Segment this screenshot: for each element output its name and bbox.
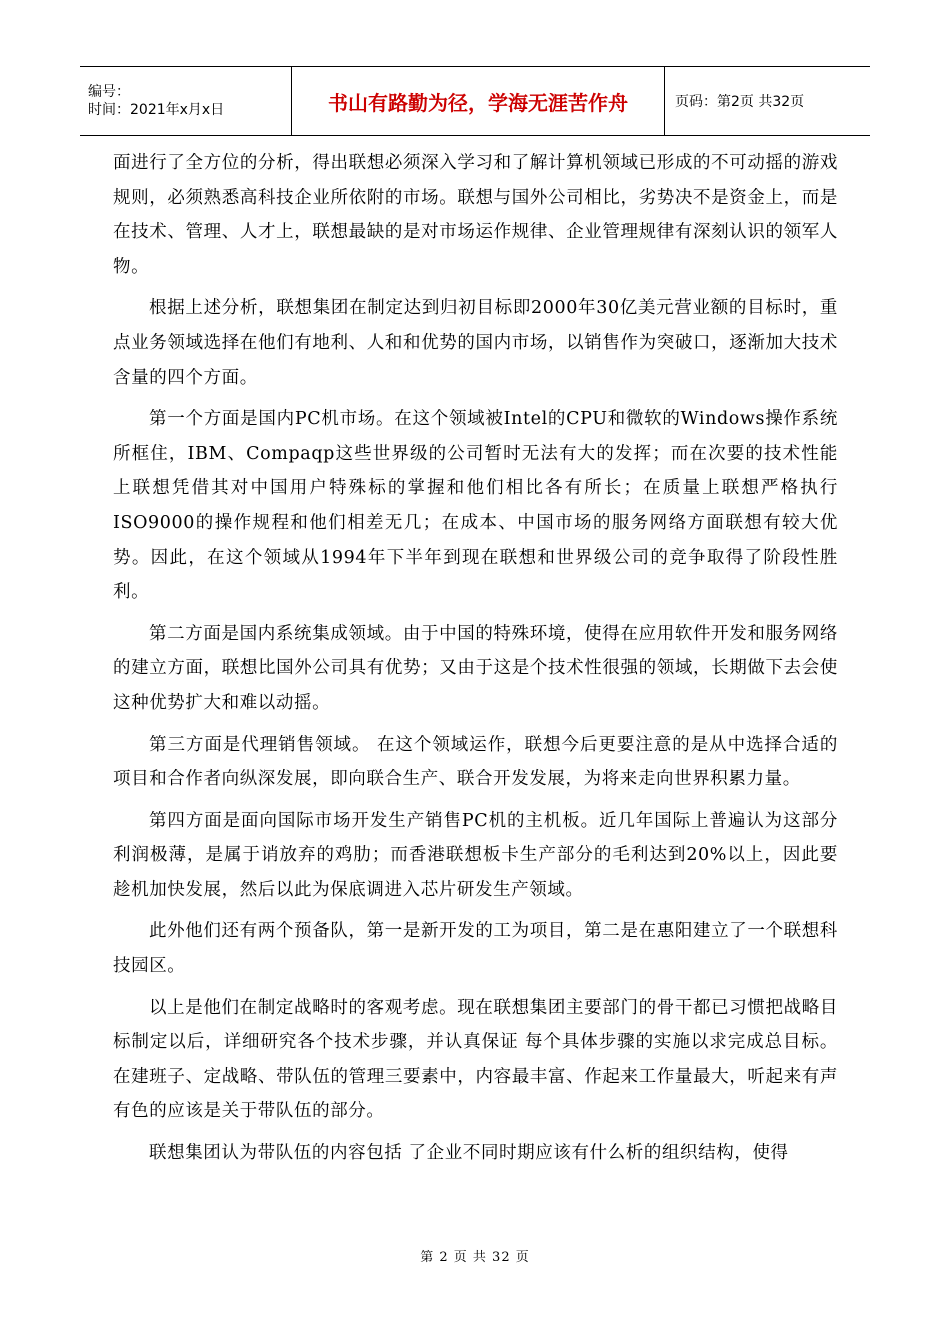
header-page-info: 页码：第2页 共32页 bbox=[665, 67, 871, 136]
paragraph: 第一个方面是国内PC机市场。在这个领域被Intel的CPU和微软的Windows操作系统所框住，IBM、Compaqp这些世界级的公司暂时无法有大的发挥；而在次要的技术性能上联想凭借其对中国用户特殊标的掌握和他们相比各有所长；在质量上联想严格执行ISO9000的操作规程和他们相差无几；在成本、中国市场的服务网络方面联想有较大优势。因此，在这个领域从1994年下半年到现在联想和世界级公司的竞争取得了阶段性胜利。 bbox=[113, 409, 838, 603]
header-motto: 书山有路勤为径，学海无涯苦作舟 bbox=[292, 67, 665, 136]
document-body bbox=[113, 146, 838, 1178]
paragraph: 第二方面是国内系统集成领域。由于中国的特殊环境，使得在应用软件开发和服务网络的建立方面，联想比国外公司具有优势；又由于这是个技术性很强的领域，长期做下去会使这种优势扩大和难以动摇。 bbox=[113, 623, 838, 713]
paragraph-continuation: 面进行了全方位的分析，得出联想必须深入学习和了解计算机领域已形成的不可动摇的游戏规则，必须熟悉高科技企业所依附的市场。联想与国外公司相比，劣势决不是资金上，而是在技术、管理、人才上，联想最缺的是对市场运作规律、企业管理规律有深刻认识的领军人物。 bbox=[113, 153, 838, 277]
document-date-label: 时间：2021年x月x日 bbox=[88, 102, 225, 118]
paragraph: 第四方面是面向国际市场开发生产销售PC机的主机板。近几年国际上普遍认为这部分利润极薄，是属于诮放弃的鸡肋；而香港联想板卡生产部分的毛利达到20%以上，因此要趁机加快发展，然后以此为保底调进入芯片研发生产领域。 bbox=[113, 810, 838, 900]
paragraph: 此外他们还有两个预备队，第一是新开发的工为项目，第二是在惠阳建立了一个联想科技园区。 bbox=[113, 921, 838, 977]
page-header bbox=[80, 66, 870, 136]
paragraph: 联想集团认为带队伍的内容包括 了企业不同时期应该有什么析的组织结构，使得 bbox=[149, 1143, 789, 1164]
paragraph: 以上是他们在制定战略时的客观考虑。现在联想集团主要部门的骨干都已习惯把战略目标制定以后，详细研究各个技术步骤，并认真保证 每个具体步骤的实施以求完成总目标。 在建班子、定战略、带队伍的管理三要素中，内容最丰富、作起来工作量最大，听起来有声有色的应该是关于带队伍的部分。 bbox=[113, 997, 838, 1122]
document-number-label: 编号： bbox=[88, 84, 130, 100]
header-meta bbox=[80, 67, 292, 136]
paragraph: 根据上述分析，联想集团在制定达到归初目标即2000年30亿美元营业额的目标时，重点业务领域选择在他们有地利、人和和优势的国内市场，以销售作为突破口，逐渐加大技术含量的四个方面。 bbox=[113, 298, 838, 388]
page-footer: 第 2 页 共 32 页 bbox=[420, 1250, 530, 1265]
paragraph: 第三方面是代理销售领域。 在这个领域运作，联想今后更要注意的是从中选择合适的项目和合作者向纵深发展，即向联合生产、联合开发发展，为将来走向世界积累力量。 bbox=[113, 734, 838, 790]
